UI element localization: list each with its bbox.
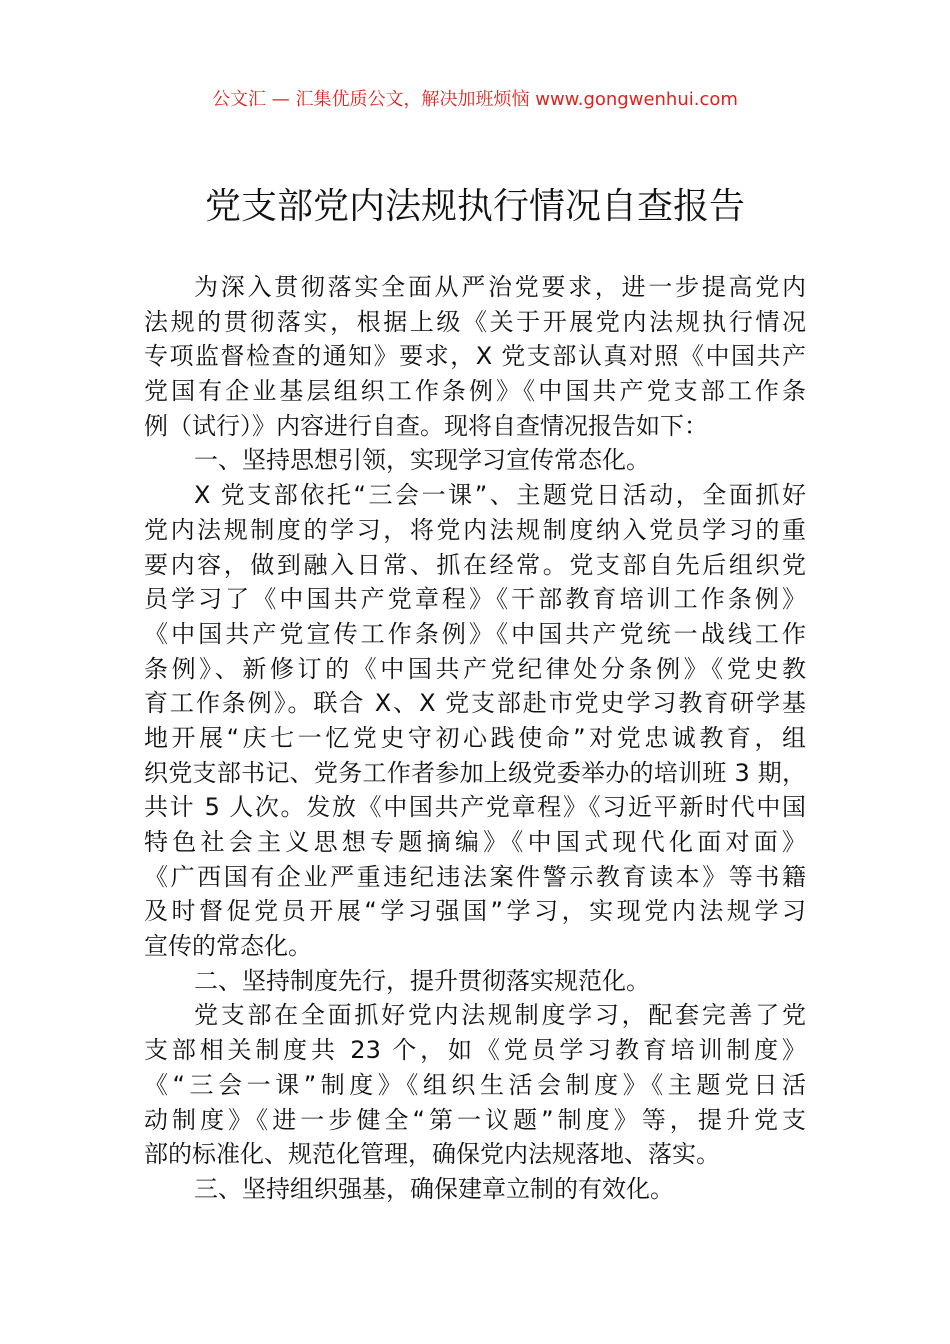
section-heading	[144, 964, 806, 999]
text-line: 《中国共产党宣传工作条例》《中国共产党统一战线工作	[144, 619, 806, 648]
text-line: 特色社会主义思想专题摘编》《中国式现代化面对面》	[144, 828, 806, 856]
text-line: 例（试行）》内容进行自查。现将自查情况报告如下：	[144, 411, 708, 440]
text-line: 党国有企业基层组织工作条例》《中国共产党支部工作条	[144, 377, 806, 406]
section-heading	[144, 443, 806, 478]
text-line: 织党支部书记、党务工作者参加上级党委举办的培训班 3 期，	[144, 758, 806, 787]
text-line: 党支部在全面抓好党内法规制度学习，配套完善了党	[194, 1001, 806, 1030]
text-line: 动制度》《进一步健全“第一议题”制度》等，提升党支	[144, 1105, 806, 1134]
text-line: 《广西国有企业严重违纪违法案件警示教育读本》等书籍	[144, 862, 806, 891]
text-line: 为深入贯彻落实全面从严治党要求，进一步提高党内	[194, 273, 806, 301]
text-line: 要内容，做到融入日常、抓在经常。党支部自先后组织党	[144, 550, 806, 579]
text-line: 员学习了《中国共产党章程》《干部教育培训工作条例》	[144, 585, 806, 614]
text-line: 共计 5 人次。发放《中国共产党章程》《习近平新时代中国	[144, 793, 806, 822]
text-line: 一、坚持思想引领，实现学习宣传常态化。	[194, 446, 650, 475]
text-line: 法规的贯彻落实，根据上级《关于开展党内法规执行情况	[144, 307, 806, 336]
text-line: 专项监督检查的通知》要求，X 党支部认真对照《中国共产	[144, 342, 806, 371]
text-line: 《“三会一课”制度》《组织生活会制度》《主题党日活	[144, 1070, 806, 1099]
section-heading	[144, 1172, 806, 1207]
text-line: 党内法规制度的学习，将党内法规制度纳入党员学习的重	[144, 515, 806, 544]
watermark-header: 公文汇 — 汇集优质公文，解决加班烦恼 www.gongwenhui.com	[212, 89, 738, 110]
text-line: 部的标准化、规范化管理，确保党内法规落地、落实。	[144, 1140, 720, 1169]
paragraph	[144, 998, 806, 1171]
text-line: 及时督促党员开展“学习强国”学习，实现党内法规学习	[144, 897, 806, 926]
text-line: 育工作条例》。联合 X、X 党支部赴市党史学习教育研学基	[144, 689, 806, 718]
paragraph	[144, 270, 806, 443]
text-line: X 党支部依托“三会一课”、主题党日活动，全面抓好	[194, 481, 806, 510]
document-body	[144, 270, 806, 1207]
paragraph	[144, 478, 806, 964]
text-line: 支部相关制度共 23 个，如《党员学习教育培训制度》	[144, 1036, 806, 1065]
text-line: 三、坚持组织强基，确保建章立制的有效化。	[194, 1174, 674, 1203]
text-line: 宣传的常态化。	[144, 932, 312, 961]
text-line: 二、坚持制度先行，提升贯彻落实规范化。	[194, 966, 650, 995]
text-line: 条例》、新修订的《中国共产党纪律处分条例》《党史教	[144, 654, 806, 683]
text-line: 地开展“庆七一忆党史守初心践使命”对党忠诚教育，组	[144, 723, 806, 752]
document-title: 党支部党内法规执行情况自查报告	[204, 186, 745, 227]
